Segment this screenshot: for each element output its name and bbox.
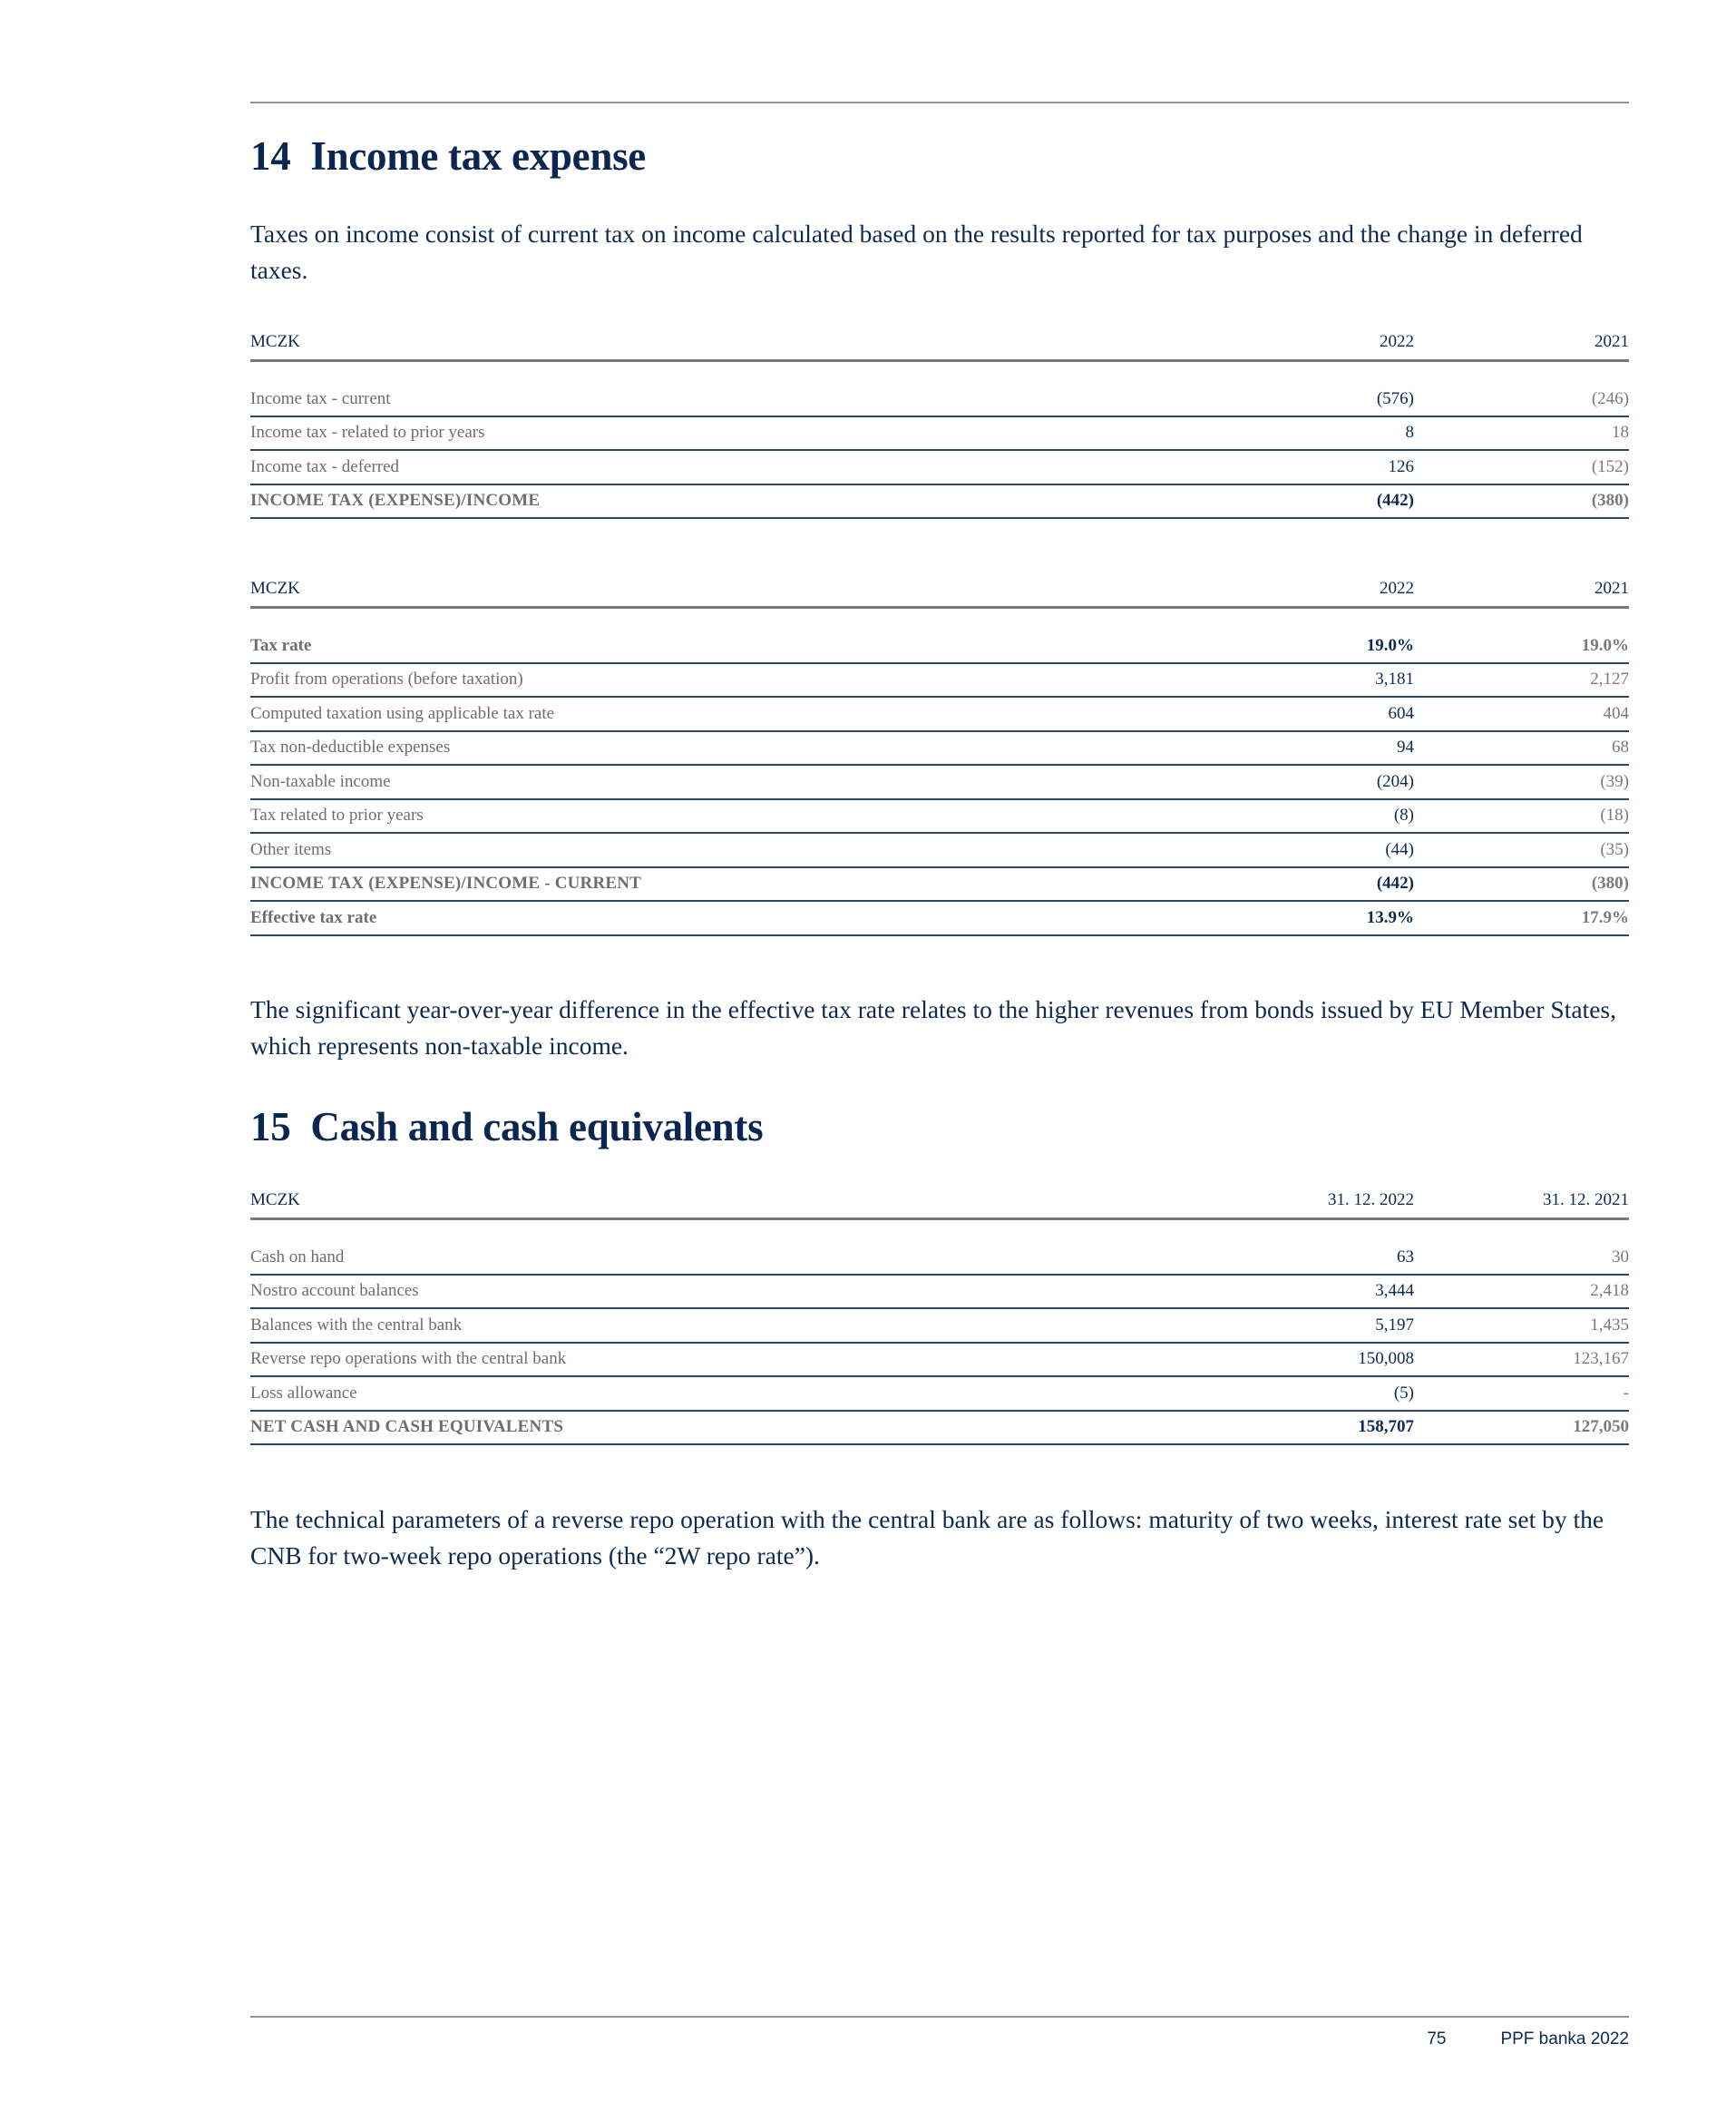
table-header	[250, 318, 1629, 362]
row-label: Loss allowance	[250, 1383, 357, 1403]
row-label: Reverse repo operations with the central bank	[250, 1349, 567, 1368]
total-row	[250, 1412, 1629, 1446]
total-row	[250, 868, 1629, 903]
value-2021: (246)	[1591, 388, 1629, 408]
section-15-heading	[250, 1104, 764, 1149]
value-2021: (39)	[1600, 771, 1629, 791]
value-2022: (442)	[1376, 874, 1414, 893]
value-2022: 3,181	[1375, 670, 1414, 689]
value-2021: (152)	[1591, 456, 1629, 476]
row-label: Computed taxation using applicable tax rate	[250, 703, 555, 723]
value-2022: 150,008	[1358, 1349, 1414, 1368]
value-2021: 123,167	[1573, 1349, 1629, 1368]
value-2021: 18	[1612, 423, 1629, 442]
value-2022: 13.9%	[1366, 907, 1414, 927]
value-2022: 63	[1397, 1247, 1414, 1266]
table-row	[250, 664, 1629, 699]
value-2021: 30	[1612, 1247, 1629, 1266]
value-2021: (380)	[1591, 874, 1629, 893]
cash-equivalents-table	[250, 1177, 1629, 1445]
effective-rate-row	[250, 902, 1629, 936]
table-header	[250, 565, 1629, 609]
section-14-intro: Taxes on income consist of current tax on income calculated based on the results reported for tax purposes and the change in deferred taxes.	[250, 220, 1583, 284]
income-tax-table	[250, 318, 1629, 519]
table-header	[250, 1177, 1629, 1220]
section-number: 15	[250, 1104, 291, 1149]
tax-rate-reconciliation-table	[250, 565, 1629, 936]
header-unit: MCZK	[250, 579, 300, 598]
value-2021: -	[1623, 1383, 1629, 1403]
table-row	[250, 417, 1629, 452]
header-2021: 2021	[1595, 579, 1629, 598]
value-2021: 68	[1612, 738, 1629, 757]
section-14-note: The significant year-over-year difference in the effective tax rate relates to the higher revenues from bonds issued by EU Member States, which represents non-taxable income.	[250, 995, 1616, 1060]
header-2022: 2022	[1380, 332, 1414, 351]
row-label: NET CASH AND CASH EQUIVALENTS	[250, 1417, 564, 1436]
table-row	[250, 451, 1629, 485]
row-label: Income tax - related to prior years	[250, 423, 485, 442]
top-divider	[250, 102, 1629, 103]
total-row	[250, 485, 1629, 520]
row-label: Cash on hand	[250, 1247, 345, 1266]
value-2021: 17.9%	[1581, 907, 1629, 927]
row-label: INCOME TAX (EXPENSE)/INCOME	[250, 491, 541, 510]
row-label: Nostro account balances	[250, 1281, 419, 1300]
value-2022: 158,707	[1358, 1417, 1414, 1436]
section-15-note: The technical parameters of a reverse repo operation with the central bank are as follows: maturity of two weeks, interest rate set by the CNB for two-week repo operations (the “2W repo rate”).	[250, 1505, 1604, 1569]
value-2022: 8	[1405, 423, 1414, 442]
row-label: Tax related to prior years	[250, 806, 424, 825]
report-page	[250, 0, 1629, 2122]
publication-name: PPF banka 2022	[1500, 2029, 1629, 2049]
header-2022: 2022	[1380, 579, 1414, 598]
value-2022: 94	[1397, 738, 1414, 757]
header-unit: MCZK	[250, 332, 300, 351]
value-2022: 3,444	[1375, 1281, 1414, 1300]
page-number: 75	[1427, 2029, 1447, 2049]
value-2021: (380)	[1591, 491, 1629, 510]
table-row	[250, 766, 1629, 800]
table-row	[250, 800, 1629, 835]
table-row	[250, 1309, 1629, 1344]
header-2021: 2021	[1595, 332, 1629, 351]
row-label: Non-taxable income	[250, 771, 391, 791]
value-2022: (576)	[1376, 388, 1414, 408]
table-row	[250, 834, 1629, 868]
value-2022: (8)	[1393, 806, 1414, 825]
section-title: Cash and cash equivalents	[310, 1104, 764, 1149]
table-row	[250, 1377, 1629, 1412]
value-2021: 127,050	[1573, 1417, 1629, 1436]
header-2021: 31. 12. 2021	[1543, 1190, 1629, 1209]
footer-divider	[250, 2016, 1629, 2018]
value-2022: 19.0%	[1366, 635, 1414, 655]
value-2022: (5)	[1393, 1383, 1414, 1403]
value-2022: (442)	[1376, 491, 1414, 510]
row-label: Tax non-deductible expenses	[250, 738, 451, 757]
value-2021: 404	[1603, 703, 1629, 723]
value-2021: (18)	[1600, 806, 1629, 825]
page-footer	[1427, 2029, 1629, 2049]
table-row	[250, 630, 1629, 664]
value-2021: 2,127	[1590, 670, 1629, 689]
value-2022: 126	[1388, 456, 1414, 476]
row-label: Balances with the central bank	[250, 1315, 463, 1335]
value-2021: 19.0%	[1581, 635, 1629, 655]
value-2022: (204)	[1376, 771, 1414, 791]
value-2021: 2,418	[1590, 1281, 1629, 1300]
table-row	[250, 1276, 1629, 1310]
table-row	[250, 1344, 1629, 1378]
table-row	[250, 383, 1629, 417]
table-row	[250, 1241, 1629, 1276]
row-label: Income tax - deferred	[250, 456, 400, 476]
header-unit: MCZK	[250, 1190, 300, 1209]
row-label: Effective tax rate	[250, 907, 377, 927]
header-2022: 31. 12. 2022	[1328, 1190, 1414, 1209]
row-label: Other items	[250, 839, 332, 859]
row-label: Profit from operations (before taxation)	[250, 670, 523, 689]
table-row	[250, 732, 1629, 767]
value-2022: (44)	[1385, 839, 1414, 859]
row-label: INCOME TAX (EXPENSE)/INCOME - CURRENT	[250, 874, 642, 893]
value-2022: 604	[1388, 703, 1414, 723]
table-row	[250, 698, 1629, 732]
value-2021: 1,435	[1590, 1315, 1629, 1335]
value-2022: 5,197	[1375, 1315, 1414, 1335]
section-title: Income tax expense	[310, 133, 646, 179]
section-14-heading	[250, 133, 646, 179]
row-label: Tax rate	[250, 635, 312, 655]
section-number: 14	[250, 133, 291, 179]
row-label: Income tax - current	[250, 388, 391, 408]
value-2021: (35)	[1600, 839, 1629, 859]
